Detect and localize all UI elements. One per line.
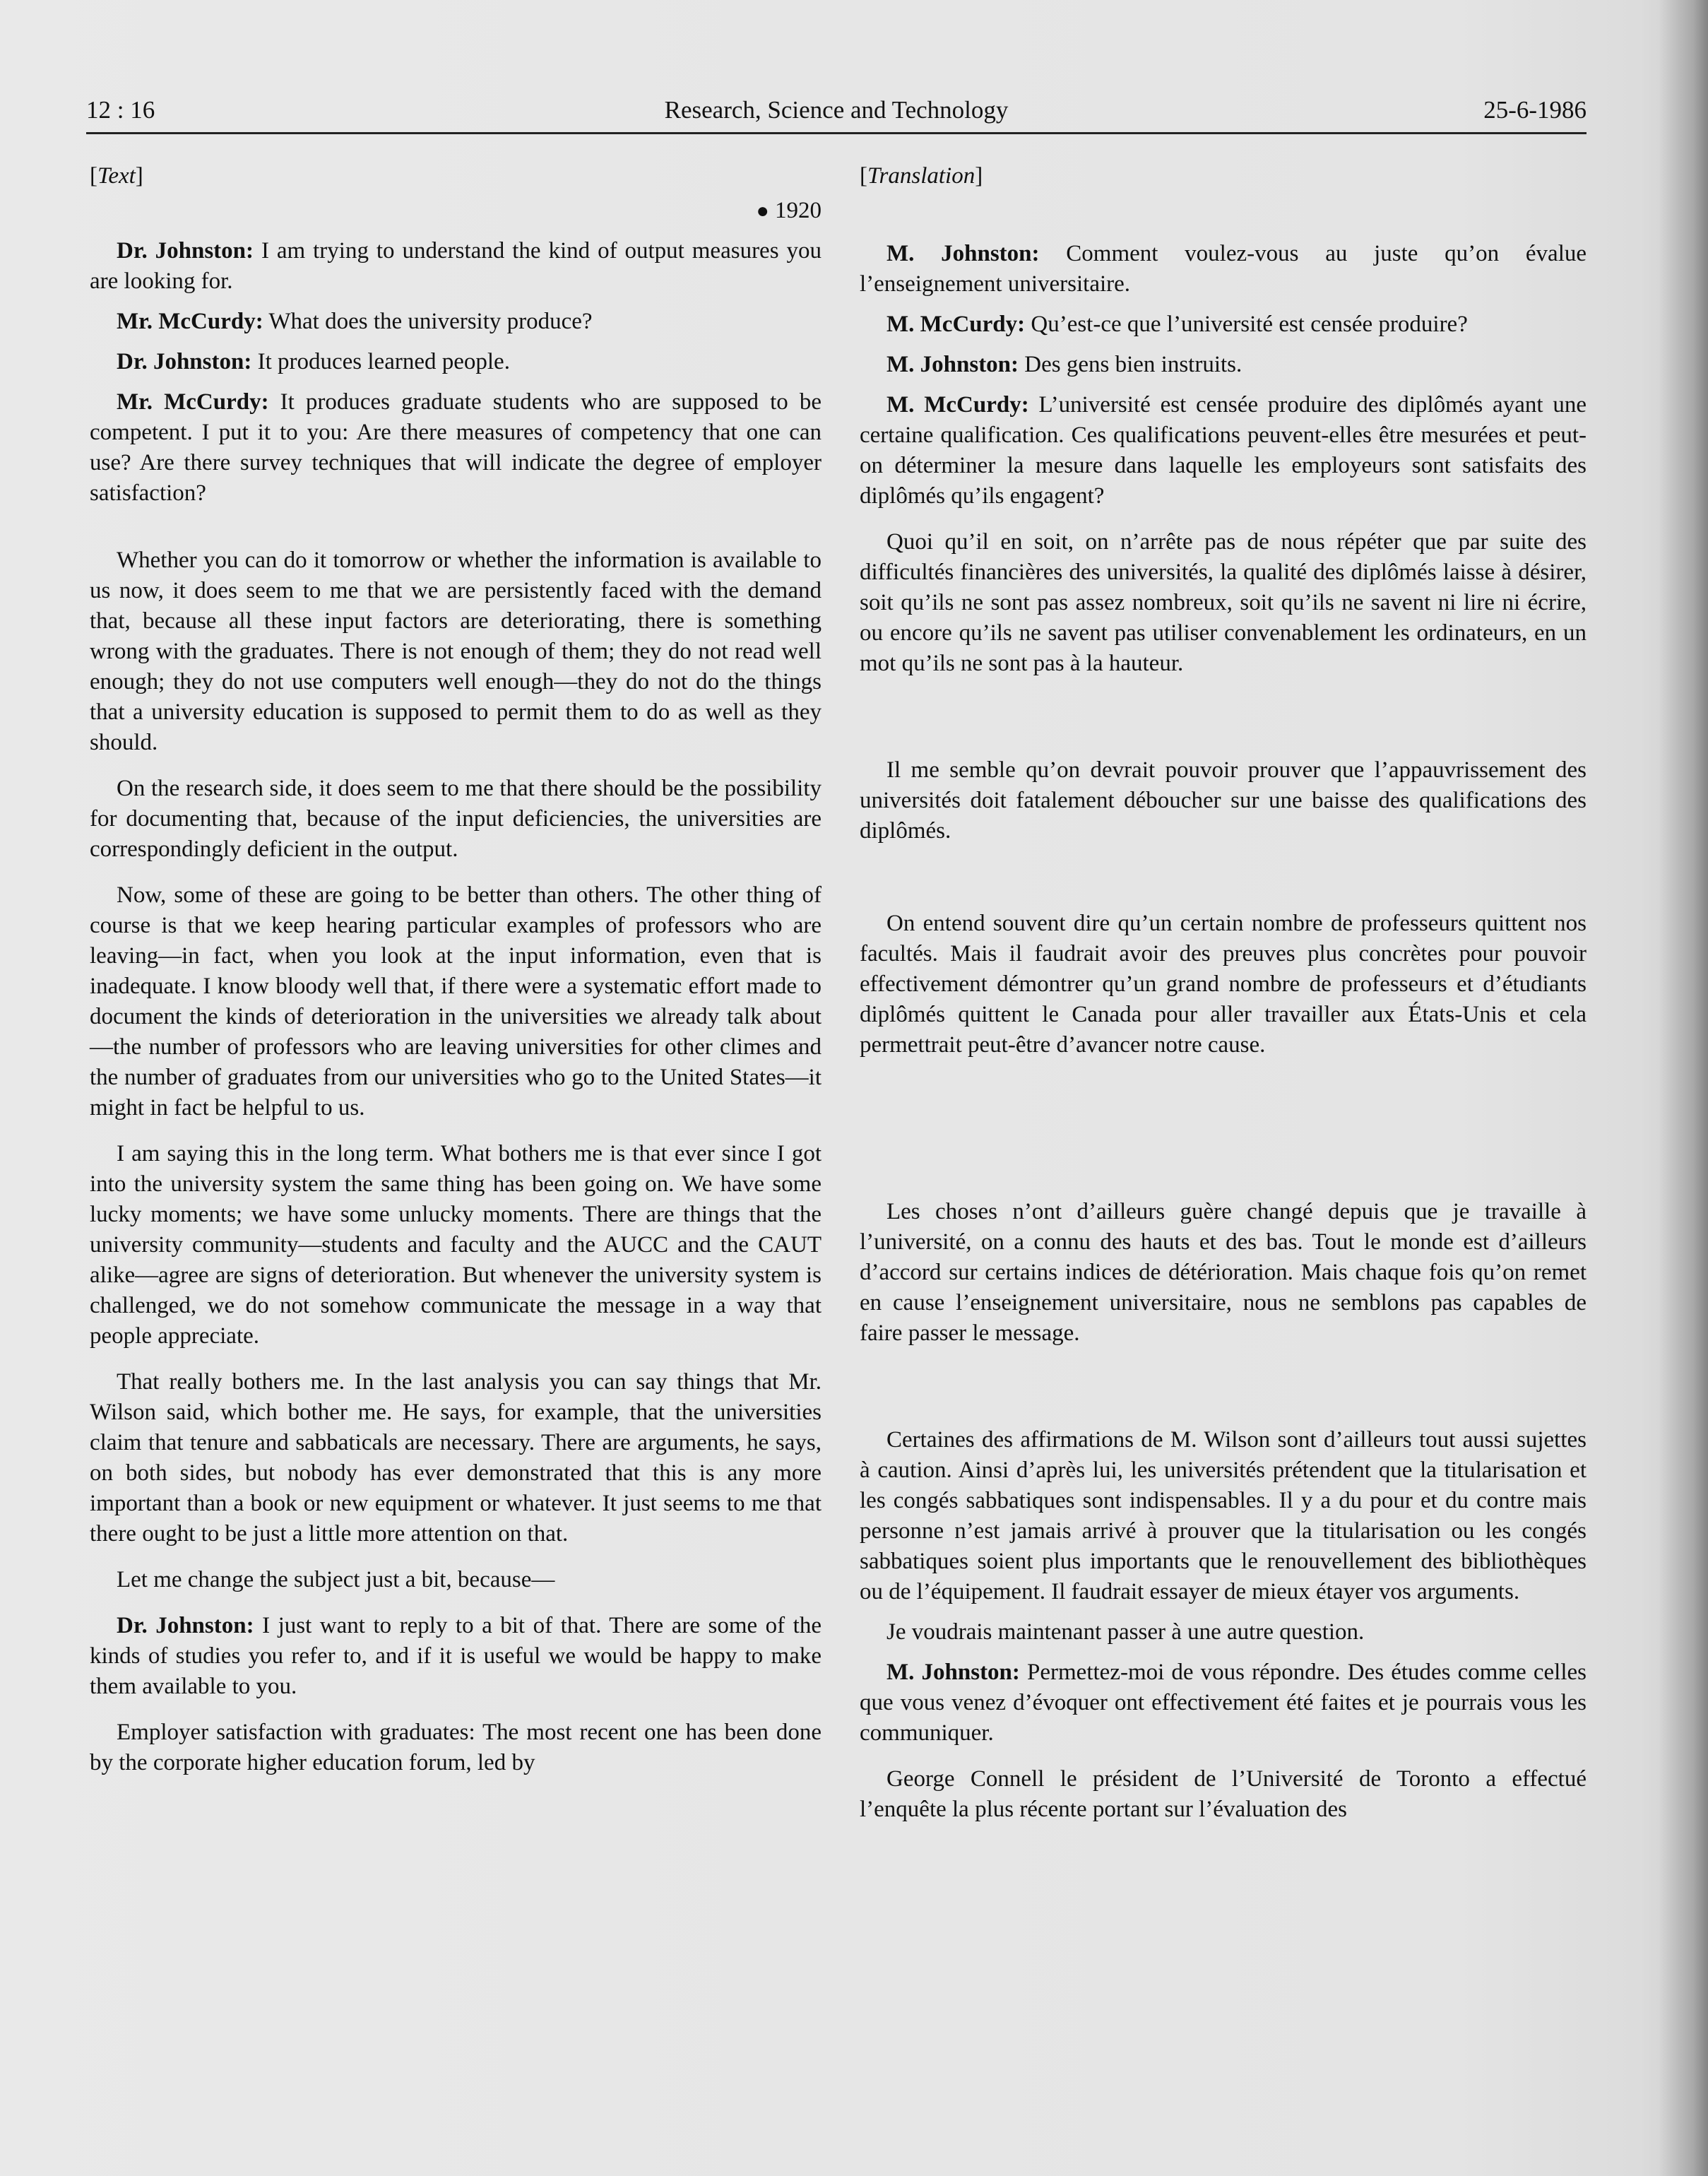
speaker: Dr. Johnston: [117, 1613, 254, 1638]
speaker: Dr. Johnston: [117, 349, 252, 374]
paragraph: Il me semble qu’on devrait pouvoir prouver que l’appauvrissement des universités doit fatalement déboucher sur une baisse des qualifications des diplômés. [860, 757, 1587, 844]
paragraph: Dr. Johnston: I just want to reply to a bit of that. There are some of the kinds of studies you refer to, and if it is useful we would be happy to make them available to you. [90, 1613, 822, 1699]
paragraph: Mr. McCurdy: What does the university produce? [117, 309, 593, 334]
timestamp-value: 1920 [775, 198, 822, 223]
speaker: M. McCurdy: [886, 392, 1029, 418]
timestamp [90, 196, 822, 226]
paragraph: M. Johnston: Comment voulez-vous au juste qu’on évalue l’enseignement universitaire. [860, 241, 1587, 297]
section-tag: [Text] [90, 163, 143, 189]
paragraph: Employer satisfaction with graduates: The most recent one has been done by the corporate higher education forum, led by [90, 1720, 822, 1775]
page-number: 12 : 16 [86, 96, 155, 124]
running-head [86, 96, 1587, 131]
paragraph: Dr. Johnston: It produces learned people. [117, 349, 510, 374]
binding-shadow [1659, 0, 1708, 2176]
speaker: M. Johnston: [886, 1660, 1020, 1685]
paragraph: Les choses n’ont d’ailleurs guère changé depuis que je travaille à l’université, on a connu des hauts et des bas. Tout le monde est d’ailleurs d’accord sur certains indices de détérioration. Mais chaque fois qu’on remet en cause l’enseignement universitaire, nous ne semblons pas capables de faire passer le message. [860, 1199, 1587, 1346]
speaker: Dr. Johnston: [117, 238, 254, 264]
french-column [860, 161, 1587, 1825]
paragraph: On entend souvent dire qu’un certain nombre de professeurs quittent nos facultés. Mais il faudrait avoir des preuves plus concrètes pour pouvoir effectivement démontrer qu’un grand nombre de professeurs et d’étudiants diplômés quittent le Canada pour aller travailler aux États-Unis et cela permettrait peut-être d’avancer notre cause. [860, 911, 1587, 1058]
paragraph: That really bothers me. In the last analysis you can say things that Mr. Wilson said, which bother me. He says, for example, that the universities claim that tenure and sabbaticals are necessary. There are arguments, he says, on both sides, but nobody has ever demonstrated that this is any more important than a book or new equipment or whatever. It just seems to me that there ought to be just a little more attention on that. [90, 1369, 822, 1547]
paragraph: Whether you can do it tomorrow or whether the information is available to us now, it does seem to me that we are persistently faced with the demand that, because all these input factors are deteriorating, there is something wrong with the graduates. There is not enough of them; they do not read well enough; they do not use computers well enough—they do not do the things that a university education is supposed to permit them to do as well as they should. [90, 548, 822, 755]
paragraph: Mr. McCurdy: It produces graduate students who are supposed to be competent. I put it to you: Are there measures of competency that one can use? Are there survey techniques that will indicate the degree of employer satisfaction? [90, 389, 822, 506]
paragraph: On the research side, it does seem to me that there should be the possibility for documenting that, because of the input deficiencies, the universities are correspondingly deficient in the output. [90, 776, 822, 862]
paragraph: M. McCurdy: L’université est censée produire des diplômés ayant une certaine qualification. Ces qualifications peuvent-elles être mesurées et peut-on déterminer la mesure dans laquelle les employeurs sont satisfaits des diplômés qu’ils engagent? [860, 392, 1587, 509]
paragraph: Dr. Johnston: I am trying to understand the kind of output measures you are looking for. [90, 238, 822, 294]
bullet-icon: ● [756, 199, 769, 223]
paragraph: Je voudrais maintenant passer à une autre question. [886, 1619, 1365, 1645]
speaker: Mr. McCurdy: [117, 309, 263, 334]
paragraph: Now, some of these are going to be better than others. The other thing of course is that we keep hearing particular examples of professors who are leaving—in fact, when you look at the input information, even that is inadequate. I know bloody well that, if there were a systematic effort made to document the kinds of deterioration in the universities we already talk about—the number of professors who are leaving universities for other climes and the number of graduates from our universities who go to the United States—it might in fact be helpful to us. [90, 882, 822, 1120]
paragraph: Certaines des affirmations de M. Wilson sont d’ailleurs tout aussi sujettes à caution. Ainsi d’après lui, les universités prétendent que la titularisation et les congés sabbatiques sont indispensables. Il y a du pour et du contre mais personne n’est jamais arrivé à prouver que la titularisation ou les congés sabbatiques soient plus importants que le renouvellement des bibliothèques ou de l’équipement. Il faudrait essayer de mieux étayer vos arguments. [860, 1427, 1587, 1604]
paragraph: George Connell le président de l’Université de Toronto a effectué l’enquête la plus récente portant sur l’évaluation des [860, 1766, 1587, 1822]
header-rule [86, 132, 1587, 134]
publication-title: Research, Science and Technology [664, 96, 1009, 124]
speaker: M. McCurdy: [886, 312, 1026, 337]
paragraph: Let me change the subject just a bit, because— [117, 1567, 555, 1592]
paragraph: M. McCurdy: Qu’est-ce que l’université est censée produire? [886, 312, 1468, 337]
section-tag: [Translation] [860, 163, 983, 189]
paragraph: Quoi qu’il en soit, on n’arrête pas de nous répéter que par suite des difficultés financières des universités, la qualité des diplômés laisse à désirer, soit qu’ils ne sont pas assez nombreux, soit qu’ils ne savent ni lire ni écrire, ou encore qu’ils ne savent pas utiliser convenablement les ordinateurs, en un mot qu’ils ne sont pas à la hauteur. [860, 529, 1587, 676]
paragraph: M. Johnston: Permettez-moi de vous répondre. Des études comme celles que vous venez d’évoquer ont effectivement été faites et je pourrais vous les communiquer. [860, 1660, 1587, 1746]
paragraph: I am saying this in the long term. What bothers me is that ever since I got into the university system the same thing has been going on. We have some lucky moments; we have some unlucky moments. There are things that the university community—students and faculty and the AUCC and the CAUT alike—agree are signs of deterioration. But whenever the university system is challenged, we do not somehow communicate the message in a way that people appreciate. [90, 1141, 822, 1349]
speaker: M. Johnston: [886, 241, 1040, 266]
english-column [90, 161, 822, 1778]
speaker: M. Johnston: [886, 352, 1019, 377]
page-date: 25-6-1986 [1483, 96, 1587, 124]
speaker: Mr. McCurdy: [117, 389, 269, 415]
paragraph: M. Johnston: Des gens bien instruits. [886, 352, 1243, 377]
